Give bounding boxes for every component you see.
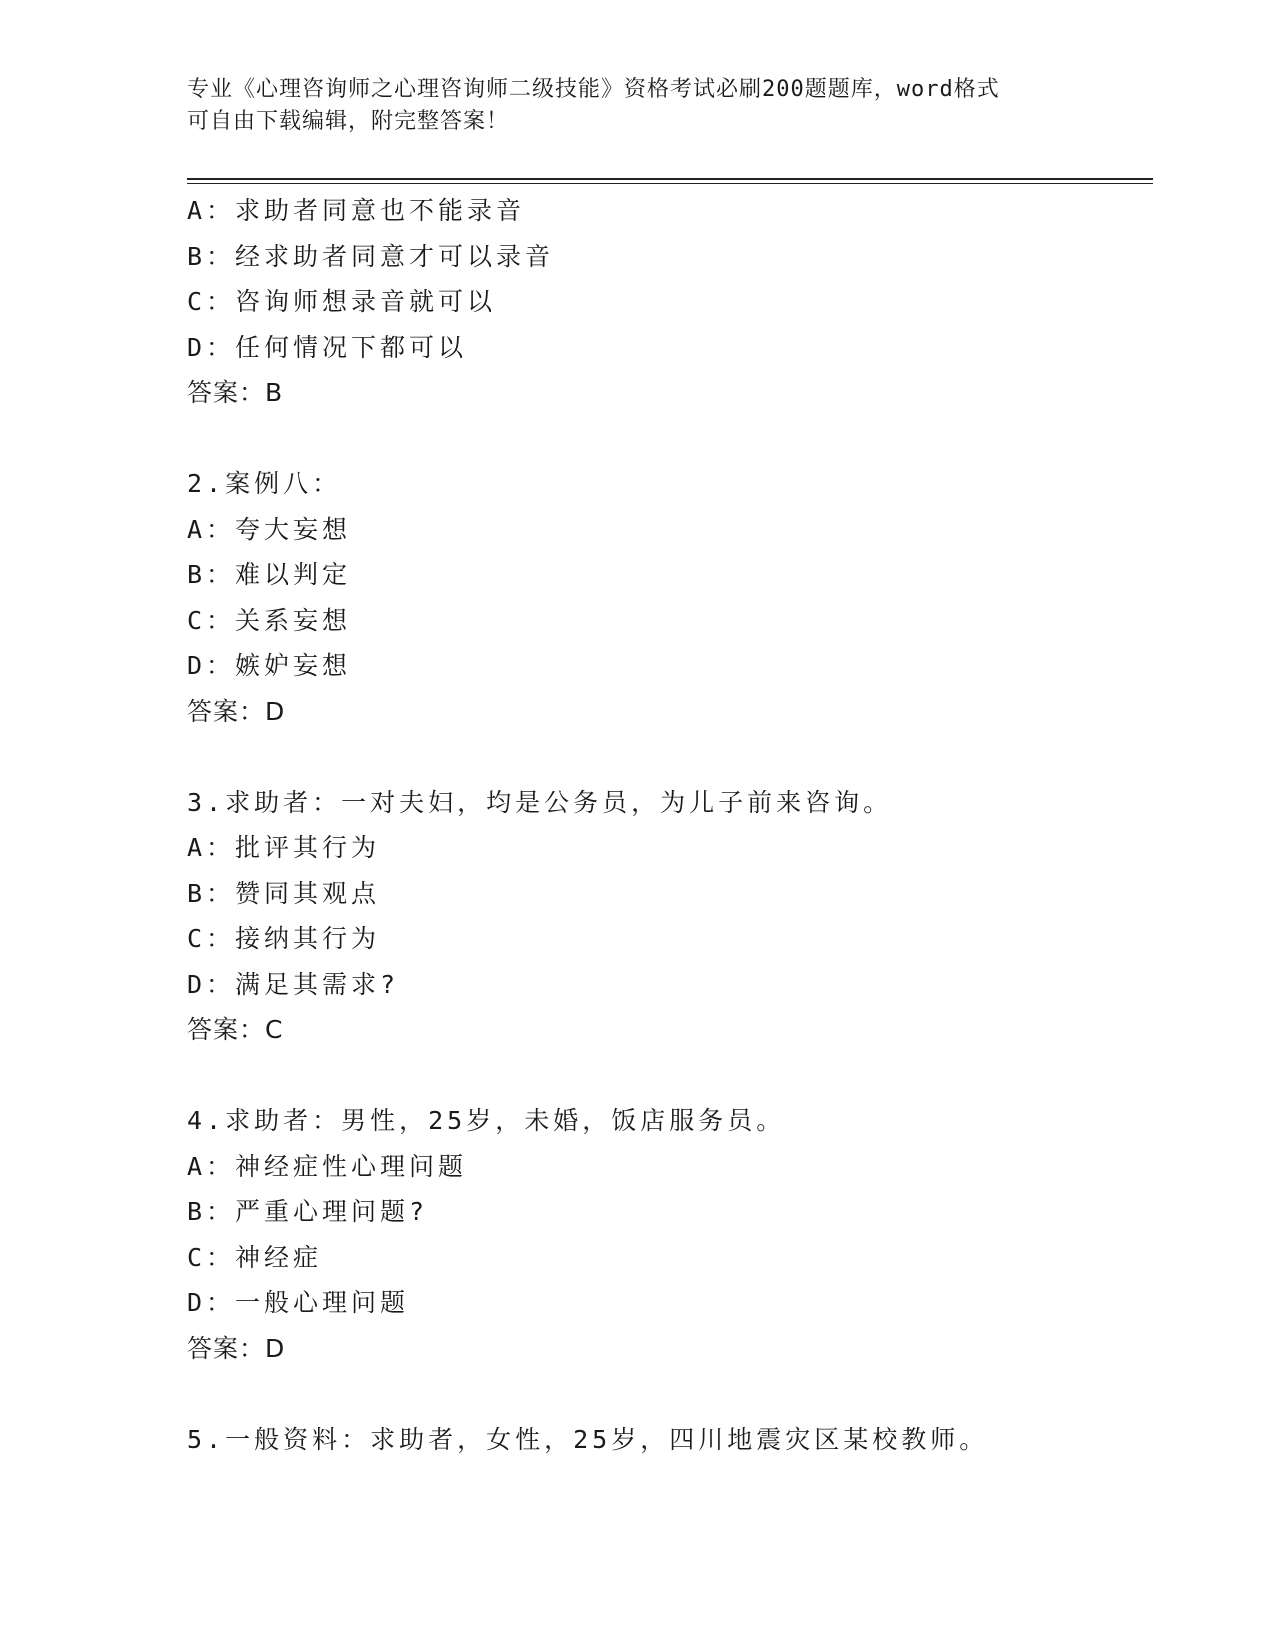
question-stem: 3.求助者：一对夫妇，均是公务员，为儿子前来咨询。 [187, 787, 893, 817]
option-c: C：接纳其行为 [187, 924, 381, 953]
option-b: B：经求助者同意才可以录音 [187, 241, 555, 271]
option-d: D：任何情况下都可以 [187, 332, 468, 362]
option-a: A：夸大妄想 [187, 514, 352, 544]
option-a: A：神经症性心理问题 [187, 1151, 468, 1181]
question-list [187, 188, 1147, 1462]
header-line-2: 可自由下载编辑，附完整答案！ [187, 109, 510, 134]
question-4 [187, 1098, 1147, 1371]
option-c: C：咨询师想录音就可以 [187, 287, 497, 316]
option-b: B：赞同其观点 [187, 878, 381, 908]
question-3 [187, 780, 1147, 1053]
option-d: D：满足其需求? [187, 969, 400, 999]
header-divider-thin [187, 183, 1153, 184]
option-c: C：关系妄想 [187, 605, 352, 635]
question-5 [187, 1417, 1147, 1463]
question-stem: 5.一般资料：求助者，女性，25岁，四川地震灾区某校教师。 [187, 1424, 989, 1454]
answer: 答案：D [187, 696, 286, 726]
option-b: B：难以判定 [187, 560, 352, 589]
question-1 [187, 188, 1147, 416]
option-c: C：神经症 [187, 1242, 323, 1272]
document-header [187, 74, 1087, 138]
option-b: B：严重心理问题? [187, 1197, 429, 1226]
option-d: D：一般心理问题 [187, 1288, 410, 1317]
answer: 答案：C [187, 1015, 284, 1044]
answer: 答案：D [187, 1333, 286, 1363]
option-d: D：嫉妒妄想 [187, 651, 352, 680]
header-line-1: 专业《心理咨询师之心理咨询师二级技能》资格考试必刷200题题库，word格式 [187, 77, 1000, 102]
question-stem: 4.求助者：男性，25岁，未婚，饭店服务员。 [187, 1106, 786, 1135]
option-a: A：批评其行为 [187, 833, 381, 862]
answer: 答案：B [187, 378, 284, 407]
question-stem: 2.案例八： [187, 469, 342, 498]
option-a: A：求助者同意也不能录音 [187, 196, 526, 225]
question-2 [187, 461, 1147, 734]
header-divider-thick [187, 178, 1153, 180]
